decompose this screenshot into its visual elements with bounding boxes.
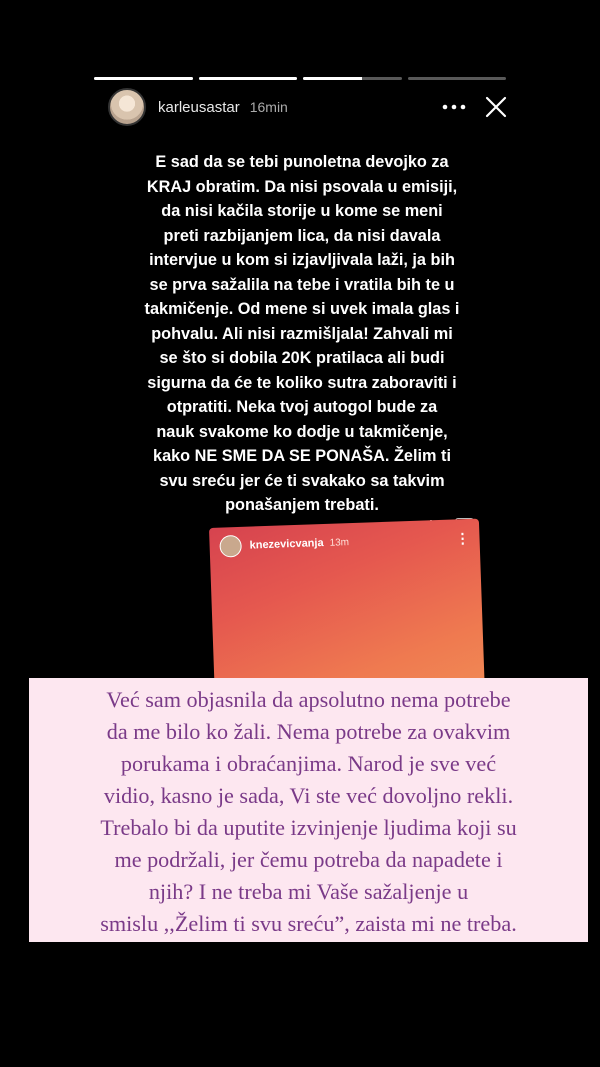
caption-line: otpratiti. Neka tvoj autogol bude za: [166, 398, 438, 416]
reply-line: vidio, kasno je sada, Vi ste već dovoljno rekli.: [103, 783, 514, 808]
progress-segment: [303, 77, 402, 80]
avatar[interactable]: [108, 88, 146, 126]
more-horizontal-icon[interactable]: [436, 89, 472, 125]
caption-line: kako NE SME DA SE PONAŠA. Želim ti: [153, 447, 451, 465]
reply-line: njih? I ne treba mi Vaše sažaljenje u: [148, 879, 469, 904]
reply-line: smislu ,,Želim ti svu sreću”, zaista mi ne treba.: [100, 911, 517, 936]
caption-line: da nisi kačila storije u kome se meni: [161, 202, 443, 220]
close-icon[interactable]: [478, 89, 514, 125]
caption-line: ponašanjem trebati.: [225, 496, 379, 514]
caption-line: nauk svakome ko dodje u takmičenje,: [156, 422, 448, 441]
progress-segment: [408, 77, 507, 80]
reply-line: me podržali, jer čemu potreba da napadete i: [114, 847, 503, 872]
caption-line: takmičenje. Od mene si uvek imala glas i: [144, 300, 460, 318]
story-header: [108, 86, 514, 128]
progress-segment: [94, 77, 193, 80]
caption-line: pohvalu. Ali nisi razmišljala! Zahvali mi: [151, 324, 453, 343]
more-vertical-icon: ⋮: [455, 529, 470, 546]
embedded-story-screenshot: [209, 519, 485, 703]
caption-line: se što si dobila 20K pratilaca ali budi: [159, 349, 445, 367]
reply-text-box: [29, 678, 588, 942]
embedded-story-header: [209, 519, 480, 566]
caption-line: intervjue u kom si izjavljivala laži, ja bih: [149, 251, 455, 269]
caption-line: se prva sažalila na tebe i vratila bih te u: [149, 275, 455, 294]
username[interactable]: karleusastar: [158, 98, 240, 116]
embedded-username: knezevicvanja: [249, 537, 324, 552]
caption-line: sigurna da će te koliko sutra zaboraviti i: [147, 373, 457, 392]
story-caption: [120, 150, 484, 518]
post-time: 16min: [249, 99, 288, 115]
story-progress-bar: [94, 77, 506, 80]
reply-text: [29, 684, 588, 940]
reply-line: Već sam objasnila da apsolutno nema potrebe: [106, 687, 511, 712]
caption-line: svu sreću jer će ti svakako sa takvim: [159, 471, 445, 490]
caption-line: KRAJ obratim. Da nisi psovala u emisiji,: [146, 177, 458, 196]
embedded-avatar: [219, 535, 242, 558]
reply-line: porukama i obraćanjima. Narod je sve već: [120, 751, 497, 776]
progress-segment: [199, 77, 298, 80]
embedded-time: 13m: [329, 536, 350, 549]
reply-line: da me bilo ko žali. Nema potrebe za ovakvim: [106, 719, 511, 744]
caption-line: preti razbijanjem lica, da nisi davala: [163, 226, 441, 245]
caption-line: E sad da se tebi punoletna devojko za: [155, 153, 449, 171]
reply-line: Trebalo bi da uputite izvinjenje ljudima koji su: [100, 815, 517, 840]
